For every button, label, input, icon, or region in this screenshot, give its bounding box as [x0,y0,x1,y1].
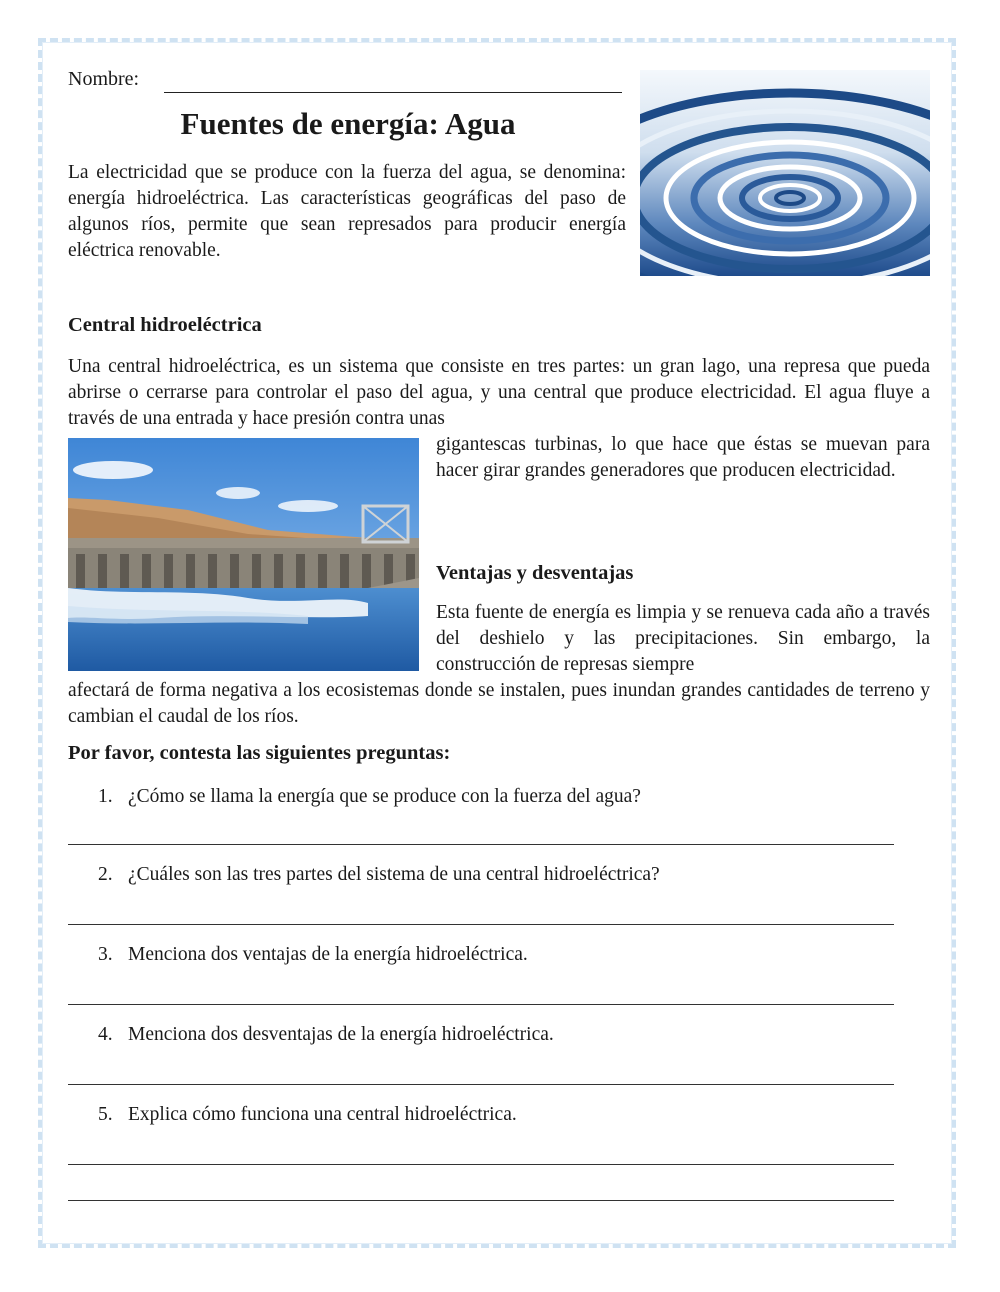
answer-line-2[interactable] [68,924,894,925]
answer-line-5a[interactable] [68,1164,894,1165]
water-ripple-image [640,70,930,276]
dam-image [68,438,419,671]
answer-line-1[interactable] [68,844,894,845]
question-text: ¿Cómo se llama la energía que se produce con la fuerza del agua? [128,786,641,807]
section-heading-ventajas: Ventajas y desventajas [436,562,634,584]
page-title: Fuentes de energía: Agua [180,106,516,141]
name-field-line[interactable] [164,92,622,93]
dam-illustration [68,438,419,671]
question-text: ¿Cuáles son las tres partes del sistema de una central hidroeléctrica? [128,864,660,885]
name-label: Nombre: [68,68,140,90]
question-number: 4. [98,1024,113,1045]
water-ripple-illustration [640,70,930,276]
answer-line-3[interactable] [68,1004,894,1005]
section-heading-central: Central hidroeléctrica [68,314,262,336]
question-number: 2. [98,864,113,885]
question-number: 5. [98,1104,113,1125]
question-number: 3. [98,944,113,965]
answer-line-5b[interactable] [68,1200,894,1201]
questions-heading: Por favor, contesta las siguientes preguntas: [68,742,451,764]
question-number: 1. [98,786,113,807]
question-text: Explica cómo funciona una central hidroeléctrica. [128,1104,517,1125]
section-text-ventajas: Esta fuente de energía es limpia y se renueva cada año a través del deshielo y las precipitaciones. Sin embargo, la construcción de represas siempre [436,602,930,675]
question-text: Menciona dos desventajas de la energía hidroeléctrica. [128,1024,554,1045]
section-text-central-continued: gigantescas turbinas, lo que hace que éstas se muevan para hacer girar grandes generadores que producen electricidad. [436,434,930,481]
question-text: Menciona dos ventajas de la energía hidroeléctrica. [128,944,528,965]
section-text-central: Una central hidroeléctrica, es un sistema que consiste en tres partes: un gran lago, una represa que pueda abrirse o cerrarse para controlar el paso del agua, y una central que produce electricidad. El agua fluye a través de una entrada y hace presión contra unas [68,356,930,429]
section-text-ventajas-continued: afectará de forma negativa a los ecosistemas donde se instalen, pues inundan grandes cantidades de terreno y cambian el caudal de los ríos. [68,680,930,727]
answer-line-4[interactable] [68,1084,894,1085]
intro-paragraph: La electricidad que se produce con la fuerza del agua, se denomina: energía hidroeléctrica. Las características geográficas del paso de algunos ríos, permite que sean represados para producir energía eléctrica renovable. [68,162,626,261]
